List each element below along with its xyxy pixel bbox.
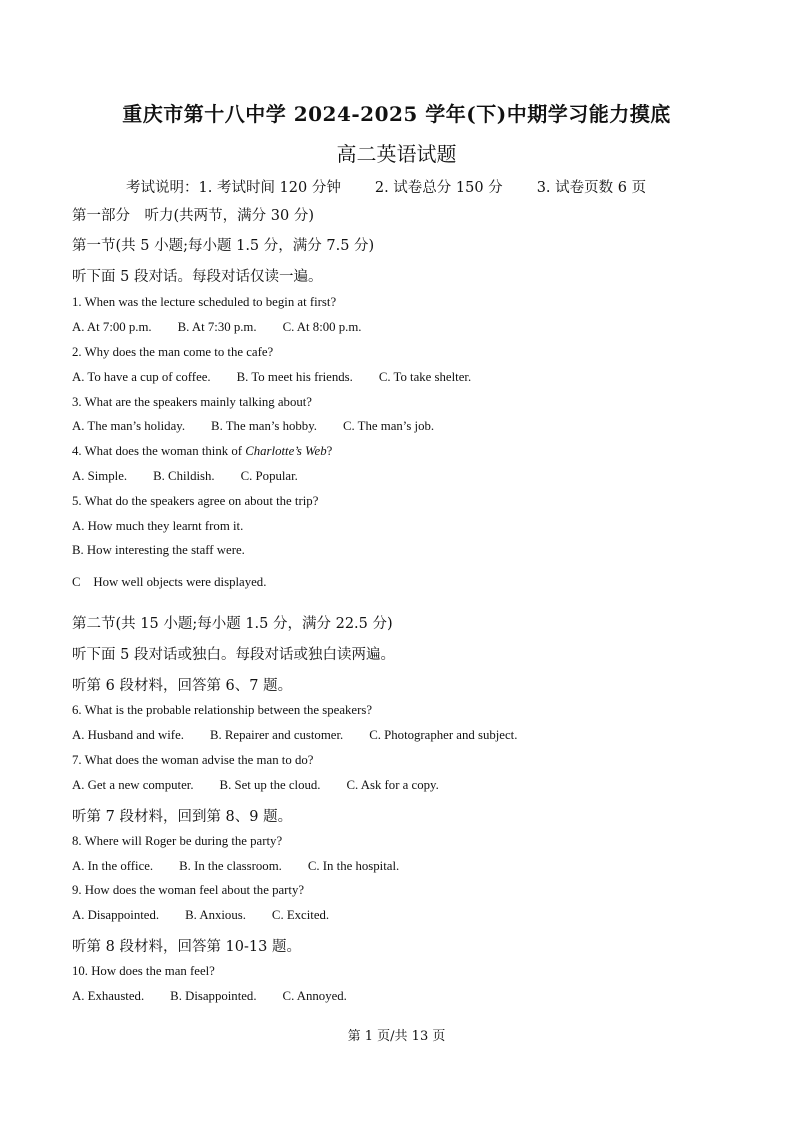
option: C. In the hospital. [307, 859, 400, 873]
option: C. Photographer and subject. [369, 728, 518, 742]
question-9-options [72, 908, 355, 923]
question-5: 5. What do the speakers agree on about the trip? [72, 494, 319, 508]
option: B. How interesting the staff were. [72, 543, 245, 557]
option: B. The man’s hobby. [211, 419, 317, 433]
section1-heading: 第一节(共 5 小题;每小题 1.5 分，满分 7.5 分) [72, 238, 375, 254]
question-2-options [72, 370, 497, 385]
option: A. The man’s holiday. [72, 419, 186, 433]
option: A. Husband and wife. [72, 728, 184, 742]
exam-subtitle: 高二英语试题 [336, 142, 457, 166]
question-10-options [72, 989, 373, 1004]
exam-title: 重庆市第十八中学 2024-2025 学年(下)中期学习能力摸底 [122, 102, 671, 126]
note-time: 考试说明：1. 考试时间 120 分钟 [126, 180, 341, 196]
option: B. In the classroom. [179, 859, 282, 873]
question-8: 8. Where will Roger be during the party? [72, 834, 283, 848]
question-3-options [72, 419, 460, 434]
option: C. Excited. [271, 908, 330, 922]
option: B. Repairer and customer. [209, 728, 344, 742]
option: C. To take shelter. [378, 370, 472, 384]
note-score: 2. 试卷总分 150 分 [374, 180, 503, 196]
option: A. Disappointed. [72, 908, 160, 922]
option: C. Popular. [240, 469, 298, 483]
question-1-options [72, 320, 388, 335]
option: C. Ask for a copy. [346, 778, 439, 792]
material-8-heading: 听第 8 段材料，回答第 10-13 题。 [72, 939, 301, 955]
option: B. Childish. [153, 469, 215, 483]
exam-notes [126, 176, 646, 197]
material-7-heading: 听第 7 段材料，回到第 8、9 题。 [72, 809, 293, 825]
question-4 [72, 444, 332, 459]
section1-instruction: 听下面 5 段对话。每段对话仅读一遍。 [72, 269, 323, 285]
option: B. To meet his friends. [236, 370, 353, 384]
material-6-heading: 听第 6 段材料，回答第 6、7 题。 [72, 678, 293, 694]
section2-instruction: 听下面 5 段对话或独白。每段对话或独白读两遍。 [72, 647, 395, 663]
question-1: 1. When was the lecture scheduled to begin at first? [72, 295, 337, 309]
option: B. Disappointed. [170, 989, 257, 1003]
option: A. To have a cup of coffee. [72, 370, 211, 384]
option: B. Set up the cloud. [219, 778, 321, 792]
question-6: 6. What is the probable relationship between the speakers? [72, 703, 373, 717]
note-pages: 3. 试卷页数 6 页 [536, 180, 647, 196]
question-9: 9. How does the woman feel about the party? [72, 883, 305, 897]
section2-heading: 第二节(共 15 小题;每小题 1.5 分，满分 22.5 分) [72, 616, 393, 632]
option: B. At 7:30 p.m. [177, 320, 257, 334]
page-number: 第 1 页/共 13 页 [347, 1029, 446, 1044]
book-title: Charlotte’s Web [245, 444, 327, 458]
question-2: 2. Why does the man come to the cafe? [72, 345, 274, 359]
option: A. Exhausted. [72, 989, 145, 1003]
question-4-options [72, 469, 324, 484]
question-mark: ? [326, 444, 333, 458]
question-6-options [72, 728, 543, 743]
option: C How well objects were displayed. [72, 575, 267, 589]
option: C. Annoyed. [282, 989, 347, 1003]
question-7: 7. What does the woman advise the man to do? [72, 753, 314, 767]
option: A. How much they learnt from it. [72, 519, 244, 533]
question-8-options [72, 859, 425, 874]
option: A. Get a new computer. [72, 778, 194, 792]
option: C. At 8:00 p.m. [282, 320, 362, 334]
question-3: 3. What are the speakers mainly talking about? [72, 395, 312, 409]
option: B. Anxious. [185, 908, 246, 922]
part1-heading: 第一部分 听力(共两节，满分 30 分) [72, 208, 314, 224]
question-10: 10. How does the man feel? [72, 964, 215, 978]
question-7-options [72, 778, 465, 793]
question-4-stem: 4. What does the woman think of [72, 444, 246, 458]
option: A. At 7:00 p.m. [72, 320, 152, 334]
option: A. In the office. [72, 859, 154, 873]
option: C. The man’s job. [342, 419, 435, 433]
option: A. Simple. [72, 469, 128, 483]
